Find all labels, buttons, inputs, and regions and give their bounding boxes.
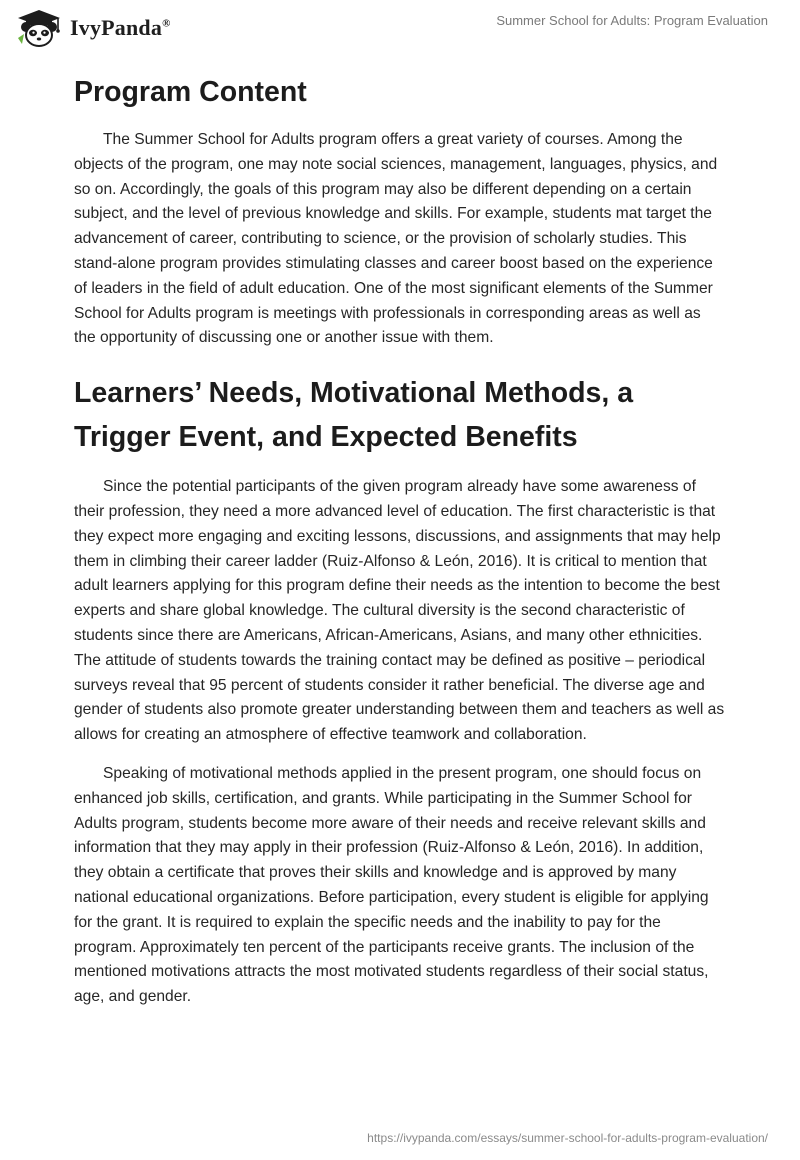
logo-text: IvyPanda®	[70, 15, 171, 40]
paragraph: Since the potential participants of the given program already have some awareness of their profession, they need a more advanced level of education. The first characteristic is that they expect more engaging and exciting lessons, discussions, and assignments that may help them in climbing their career ladder (Ruiz-Alfonso & León, 2016). It is critical to mention that adult learners applying for this program define their needs as the intention to become the best experts and share global knowledge. The cultural diversity is the second characteristic of students since there are Americans, African-Americans, Asians, and many other ethnicities. The attitude of students towards the training contact may be defined as positive – periodical surveys reveal that 95 percent of students consider it rather beneficial. The diverse age and gender of students also promote greater understanding between them and teachers as well as allows for creating an atmosphere of effective teamwork and collaboration.	[74, 478, 725, 744]
section-heading: Learners’ Needs, Motivational Methods, a Trigger Event, and Expected Benefits	[74, 377, 634, 454]
section-heading: Program Content	[74, 76, 307, 108]
ivypanda-logo[interactable]	[14, 8, 171, 48]
page-header	[0, 0, 800, 60]
panda-graduate-icon	[14, 8, 64, 48]
source-url[interactable]: https://ivypanda.com/essays/summer-school-for-adults-program-evaluation/	[367, 1131, 768, 1145]
document-title: Summer School for Adults: Program Evaluation	[496, 13, 768, 28]
paragraph: Speaking of motivational methods applied in the present program, one should focus on enhanced job skills, certification, and grants. While participating in the Summer School for Adults program, students become more aware of their needs and receive relevant skills and information that they may apply in their profession (Ruiz-Alfonso & León, 2016). In addition, they obtain a certificate that proves their skills and knowledge and is approved by many national educational organizations. Before participation, every student is eligible for applying for the grant. It is required to explain the specific needs and the inability to pay for the program. Approximately ten percent of the participants receive grants. The inclusion of the mentioned motivations attracts the most motivated students regardless of their social status, age, and gender.	[74, 764, 709, 1006]
paragraph: The Summer School for Adults program offers a great variety of courses. Among the objects of the program, one may note social sciences, management, languages, physics, and so on. Accordingly, the goals of this program may also be different depending on a certain subject, and the level of previous knowledge and skills. For example, students mat target the advancement of career, contributing to science, or the provision of scholarly studies. This stand-alone program provides stimulating classes and career boost based on the experience of leaders in the field of adult education. One of the most significant elements of the Summer School for Adults program is meetings with professionals in corresponding areas as well as the opportunity of discussing one or another issue with them.	[74, 131, 718, 347]
essay-content	[74, 70, 726, 1010]
